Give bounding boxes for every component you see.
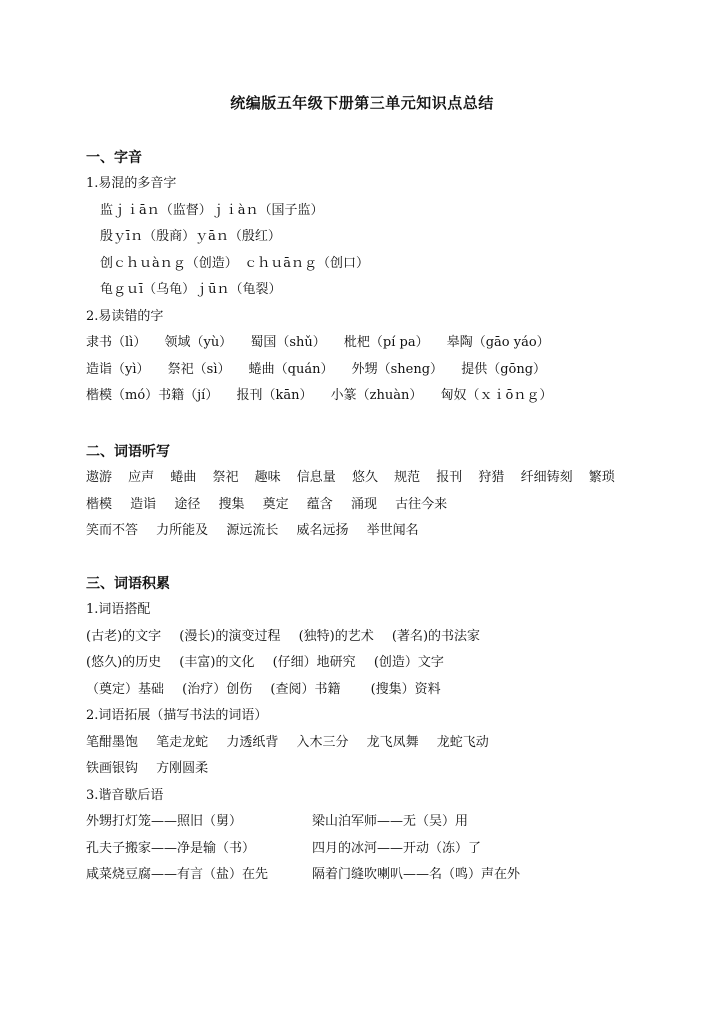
section-dictation [86,439,706,545]
word-row [86,465,706,492]
word-item: 笑而不答 [86,523,139,538]
idiom-item: 铁画银钩 [86,761,139,776]
section-heading: 一、字音 [86,150,142,166]
word-item: 搜集 [218,496,245,512]
idiom-item: 入木三分 [296,734,349,750]
idiom-row [86,730,706,757]
word-item: 繁琐 [588,470,615,485]
collocation-item: (治疗）创伤 [182,681,253,697]
collocation-row [86,677,706,704]
collocation-item: (独特)的艺术 [298,628,374,644]
polyphone-line: 监ｊｉāｎ（监督）ｊｉàｎ（国子监） [100,202,324,218]
word-item: 应声 [128,470,155,485]
word-item: 奠定 [262,496,289,512]
collocation-item: (漫长)的演变过程 [179,628,281,644]
subheading: 1.词语搭配 [86,602,151,617]
word-item: 悠久 [351,470,378,485]
section-pronunciation [86,145,706,410]
word-item: 途径 [174,496,201,512]
collocation-item: (创造）文字 [373,655,444,670]
word-item: 领域（yù） [164,335,233,350]
word-item: 蜷曲（quán） [248,361,334,377]
idiom-row [86,756,706,783]
word-item: 匈奴（ｘｉōｎｇ） [440,388,553,403]
section-vocabulary [86,571,706,889]
word-item: 小篆（zhuàn） [330,388,423,403]
subheading: 3.谐音歇后语 [86,787,164,803]
collocation-item: (著名)的书法家 [391,628,481,644]
word-row [86,492,706,519]
word-item: 规范 [394,470,421,485]
xiehouyu-item: 孔夫子搬家——净是输（书） [86,840,256,856]
word-item: 报刊 [436,470,463,485]
idiom-item: 笔走龙蛇 [156,734,209,750]
word-item: 狩猎 [478,470,505,485]
word-item: 举世闻名 [366,523,419,538]
collocation-item: (丰富)的文化 [179,655,255,670]
collocation-row [86,650,706,677]
word-item: 遨游 [86,470,113,485]
word-item: 外甥（sheng） [351,361,444,377]
polyphone-line: 殷ｙīｎ（殷商）ｙāｎ（殷红） [100,229,281,244]
collocation-item: (查阅）书籍 [270,681,341,697]
section-heading: 三、词语积累 [86,576,170,592]
word-item: 楷模（mó）书籍（jí） [86,388,219,403]
word-item: 蕴含 [306,496,333,512]
word-item: 造诣 [130,496,157,512]
word-item: 隶书（lì） [86,335,147,350]
collocation-item: （奠定）基础 [86,681,165,697]
idiom-item: 龙蛇飞动 [436,734,489,750]
idiom-item: 龙飞凤舞 [366,734,419,750]
word-item: 楷模 [86,496,113,512]
section-heading: 二、词语听写 [86,444,170,460]
xiehouyu-item: 外甥打灯笼——照旧（舅） [86,814,243,829]
word-row [86,383,706,410]
word-row [86,330,706,357]
page-title: 统编版五年级下册第三单元知识点总结 [230,94,494,112]
word-item: 蜷曲 [170,470,197,485]
word-item: 涌现 [350,496,377,512]
xiehouyu-item: 四月的冰河——开动（冻）了 [312,840,482,856]
xiehouyu-row [86,809,706,836]
polyphone-line: 创ｃｈｕàｎｇ（创造） ｃｈｕāｎｇ（创口） [100,255,370,271]
collocation-item: (古老)的文字 [86,628,162,644]
idiom-item: 力透纸背 [226,734,279,750]
word-item: 祭祀 [212,470,239,485]
collocation-row [86,624,706,651]
word-item: 报刊（kān） [236,388,313,403]
word-row [86,357,706,384]
word-item: 力所能及 [156,523,209,538]
idiom-item: 方刚圆柔 [156,761,209,776]
xiehouyu-item: 梁山泊军师——无（吴）用 [312,814,469,829]
word-item: 造诣（yì） [86,361,150,377]
idiom-item: 笔酣墨饱 [86,734,139,750]
polyphone-line: 龟ｇｕī（乌龟）ｊūｎ（龟裂） [100,282,282,297]
word-item: 源远流长 [226,523,279,538]
collocation-item: (搜集）资料 [370,681,441,697]
word-item: 皋陶（gāo yáo） [446,335,550,350]
word-item: 祭祀（sì） [167,361,231,377]
word-row [86,518,706,545]
xiehouyu-item: 隔着门缝吹喇叭——名（鸣）声在外 [312,867,521,882]
subheading: 1.易混的多音字 [86,176,177,191]
subheading: 2.易读错的字 [86,308,164,324]
word-item: 信息量 [296,470,336,485]
word-item: 提供（gōng） [461,361,547,377]
xiehouyu-row [86,836,706,863]
subheading: 2.词语拓展（描写书法的词语） [86,708,268,723]
collocation-item: (悠久)的历史 [86,655,162,670]
word-item: 趣味 [254,470,281,485]
xiehouyu-row [86,862,706,889]
word-item: 枇杷（pí pa） [343,335,429,350]
word-item: 古往今来 [395,496,448,512]
word-item: 纤细铸刻 [520,470,573,485]
word-item: 蜀国（shǔ） [250,335,326,350]
collocation-item: (仔细）地研究 [272,655,356,670]
xiehouyu-item: 咸菜烧豆腐——有言（盐）在先 [86,867,269,882]
word-item: 威名远扬 [296,523,349,538]
